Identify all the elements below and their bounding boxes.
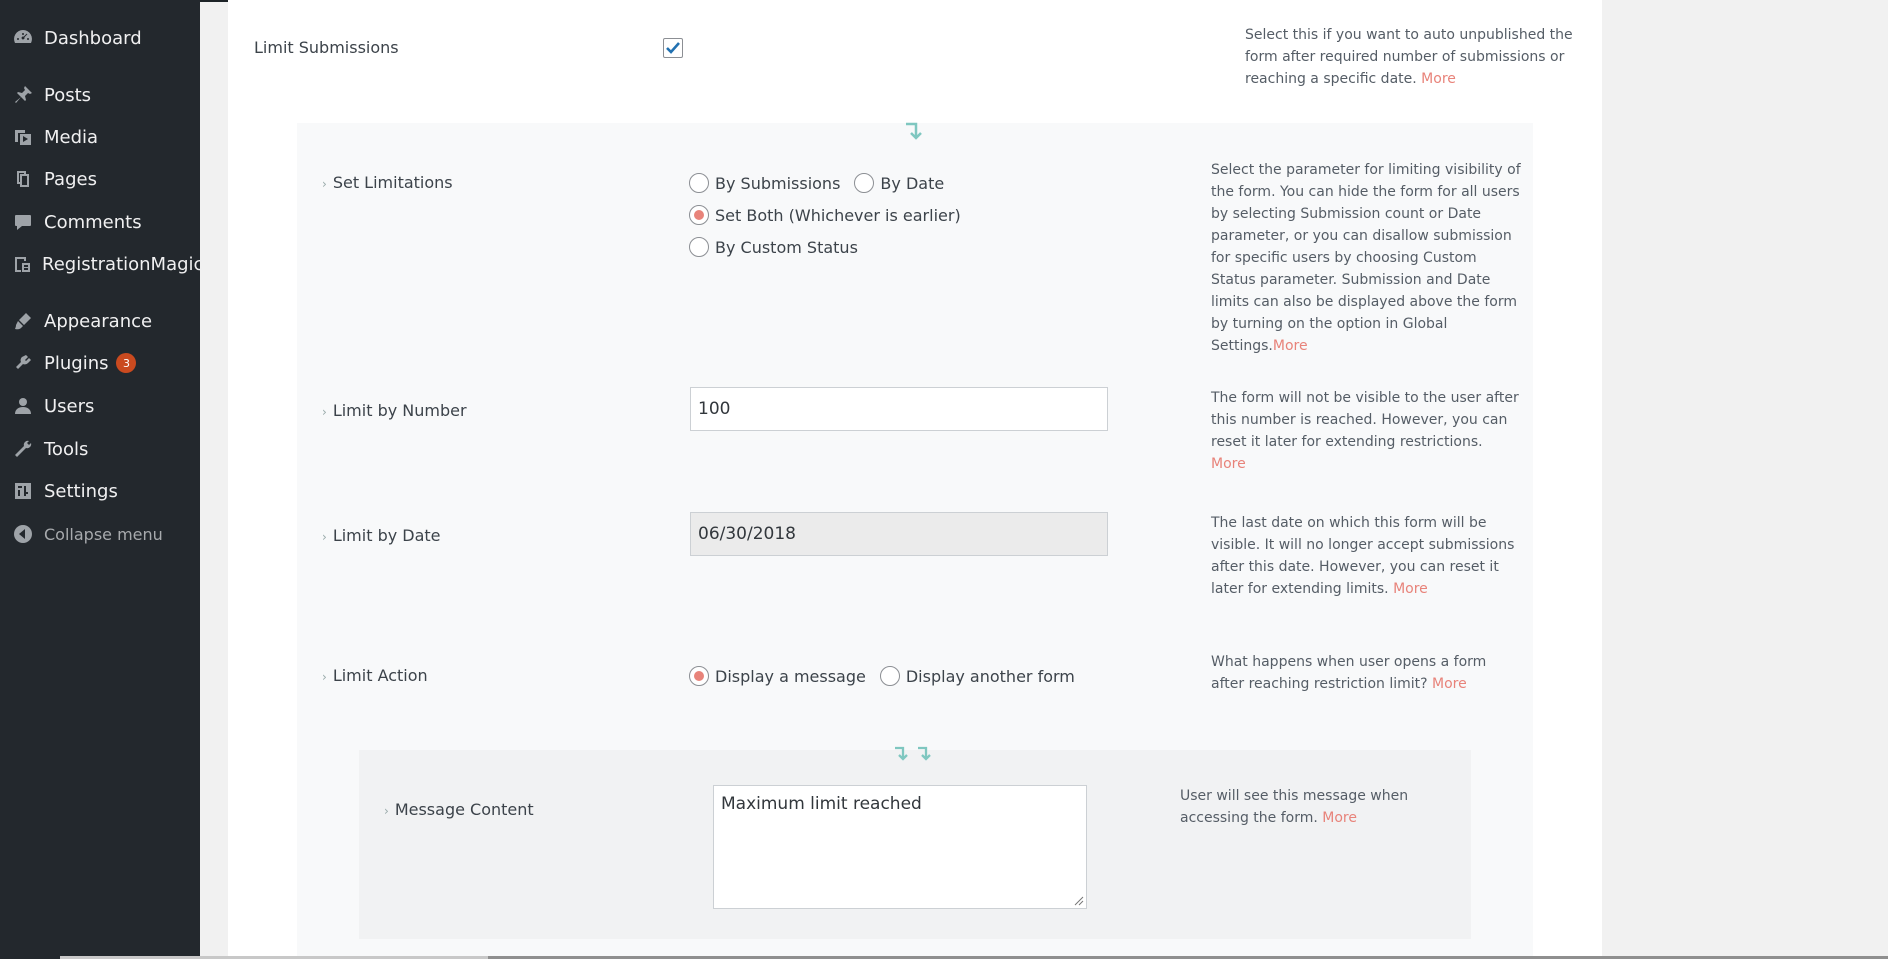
help-text: The form will not be visible to the user after this number is reached. However, you can reset it later for extending restrictions.	[1211, 390, 1519, 450]
sidebar-item-plugins[interactable]	[0, 344, 200, 382]
radio-label: By Custom Status	[715, 237, 858, 257]
message-content-help	[1180, 785, 1460, 829]
resize-handle-icon[interactable]	[1074, 896, 1084, 906]
child-arrow-icon	[902, 120, 930, 148]
chevron-right-icon: ›	[322, 530, 327, 544]
radio-group-set-limitations-row3	[689, 237, 872, 257]
sidebar-item-appearance[interactable]	[0, 302, 200, 340]
limit-by-date-label	[322, 526, 441, 545]
help-text: The last date on which this form will be visible. It will no longer accept submissions after this date. However, you can reset it later for extending limits.	[1211, 515, 1515, 597]
radio-group-limit-action	[689, 666, 1089, 686]
sidebar-item-posts[interactable]	[0, 76, 200, 114]
radio-label: By Submissions	[715, 173, 841, 193]
comment-icon	[12, 211, 34, 233]
limit-action-help	[1211, 651, 1521, 695]
more-link[interactable]: More	[1272, 338, 1308, 354]
radio-label: Display another form	[905, 666, 1075, 686]
checkmark-icon	[664, 39, 682, 57]
set-limitations-label	[322, 173, 453, 192]
chevron-right-icon: ›	[384, 804, 389, 818]
radio-label: Set Both (Whichever is earlier)	[715, 205, 961, 225]
chevron-right-icon: ›	[322, 405, 327, 419]
user-icon	[12, 395, 34, 417]
sidebar-item-dashboard[interactable]	[0, 19, 200, 57]
help-text: Select the parameter for limiting visibility of the form. You can hide the form for all users by selecting Submission count or Date parameter, or you can disallow submission for specific users by choosing Custom Status parameter. Submission and Date limits can also be displayed above the form by turning on the option in Global Settings.	[1211, 162, 1521, 354]
more-link[interactable]: More	[1211, 456, 1246, 472]
admin-sidebar	[0, 0, 204, 959]
chevron-right-icon: ›	[322, 670, 327, 684]
sidebar-item-label: Users	[44, 395, 95, 417]
help-text: What happens when user opens a form after reaching restriction limit?	[1211, 654, 1487, 692]
limit-by-number-help	[1211, 387, 1521, 475]
page-background	[1602, 0, 1888, 959]
sidebar-item-comments[interactable]	[0, 203, 200, 241]
limit-submissions-checkbox[interactable]	[663, 38, 683, 58]
input-value: 06/30/2018	[698, 524, 796, 544]
sidebar-item-media[interactable]	[0, 118, 200, 156]
help-text: Select this if you want to auto unpublished the form after required number of submissions or reaching a specific date.	[1245, 27, 1573, 87]
radio-by-custom-status[interactable]	[689, 237, 709, 257]
limit-action-label	[322, 666, 428, 685]
sidebar-item-label: Posts	[44, 84, 92, 106]
label-text: Limit Action	[332, 666, 428, 685]
pages-icon	[12, 168, 34, 190]
sidebar-item-label: Appearance	[44, 310, 153, 332]
radio-label: By Date	[880, 173, 945, 193]
message-content-label	[384, 800, 534, 819]
registrationmagic-icon	[12, 253, 32, 275]
collapse-menu-button[interactable]	[0, 515, 200, 553]
more-link[interactable]: More	[1432, 676, 1467, 692]
limit-by-number-label	[322, 401, 467, 420]
sidebar-item-tools[interactable]	[0, 430, 200, 468]
label-text: Set Limitations	[332, 173, 453, 192]
radio-by-submissions[interactable]	[689, 173, 709, 193]
more-link[interactable]: More	[1322, 810, 1357, 826]
sidebar-item-label: Tools	[44, 438, 89, 460]
plugin-icon	[12, 352, 34, 374]
sidebar-item-label: RegistrationMagic	[42, 253, 204, 275]
sidebar-item-label: Pages	[44, 168, 97, 190]
limit-by-date-help	[1211, 512, 1521, 600]
dashboard-icon	[12, 27, 34, 49]
sidebar-item-pages[interactable]	[0, 160, 200, 198]
sidebar-item-settings[interactable]	[0, 472, 200, 510]
sidebar-item-users[interactable]	[0, 387, 200, 425]
set-limitations-help	[1211, 159, 1521, 357]
sidebar-item-label: Plugins	[44, 352, 109, 374]
child-arrow-icon	[915, 744, 943, 772]
limit-submissions-label: Limit Submissions	[254, 38, 399, 57]
radio-set-both[interactable]	[689, 205, 709, 225]
radio-by-date[interactable]	[854, 173, 874, 193]
radio-group-set-limitations-row1	[689, 173, 958, 193]
label-text: Limit by Date	[332, 526, 441, 545]
paintbrush-icon	[12, 310, 34, 332]
sidebar-item-label: Collapse menu	[44, 524, 163, 544]
sidebar-item-registrationmagic[interactable]	[0, 245, 204, 283]
limit-submissions-help	[1245, 24, 1585, 90]
media-icon	[12, 126, 34, 148]
sidebar-item-label: Settings	[44, 480, 118, 502]
more-link[interactable]: More	[1421, 71, 1456, 87]
label-text: Message Content	[394, 800, 534, 819]
help-text: User will see this message when accessing the form.	[1180, 788, 1409, 826]
pin-icon	[12, 84, 34, 106]
limit-by-date-input[interactable]	[690, 512, 1108, 556]
chevron-right-icon: ›	[322, 177, 327, 191]
more-link[interactable]: More	[1393, 581, 1428, 597]
sidebar-item-label: Comments	[44, 211, 142, 233]
settings-icon	[12, 480, 34, 502]
radio-display-message[interactable]	[689, 666, 709, 686]
textarea-value: Maximum limit reached	[721, 794, 922, 814]
message-content-textarea[interactable]	[713, 785, 1087, 909]
sidebar-item-label: Media	[44, 126, 99, 148]
sidebar-item-label: Dashboard	[44, 27, 142, 49]
label-text: Limit by Number	[332, 401, 467, 420]
radio-display-another-form[interactable]	[880, 666, 900, 686]
plugins-update-badge: 3	[116, 353, 136, 373]
wrench-icon	[12, 438, 34, 460]
radio-label: Display a message	[715, 666, 866, 686]
limit-by-number-input[interactable]	[690, 387, 1108, 431]
input-value: 100	[698, 399, 731, 419]
collapse-icon	[12, 523, 34, 545]
radio-group-set-limitations-row2	[689, 205, 975, 225]
